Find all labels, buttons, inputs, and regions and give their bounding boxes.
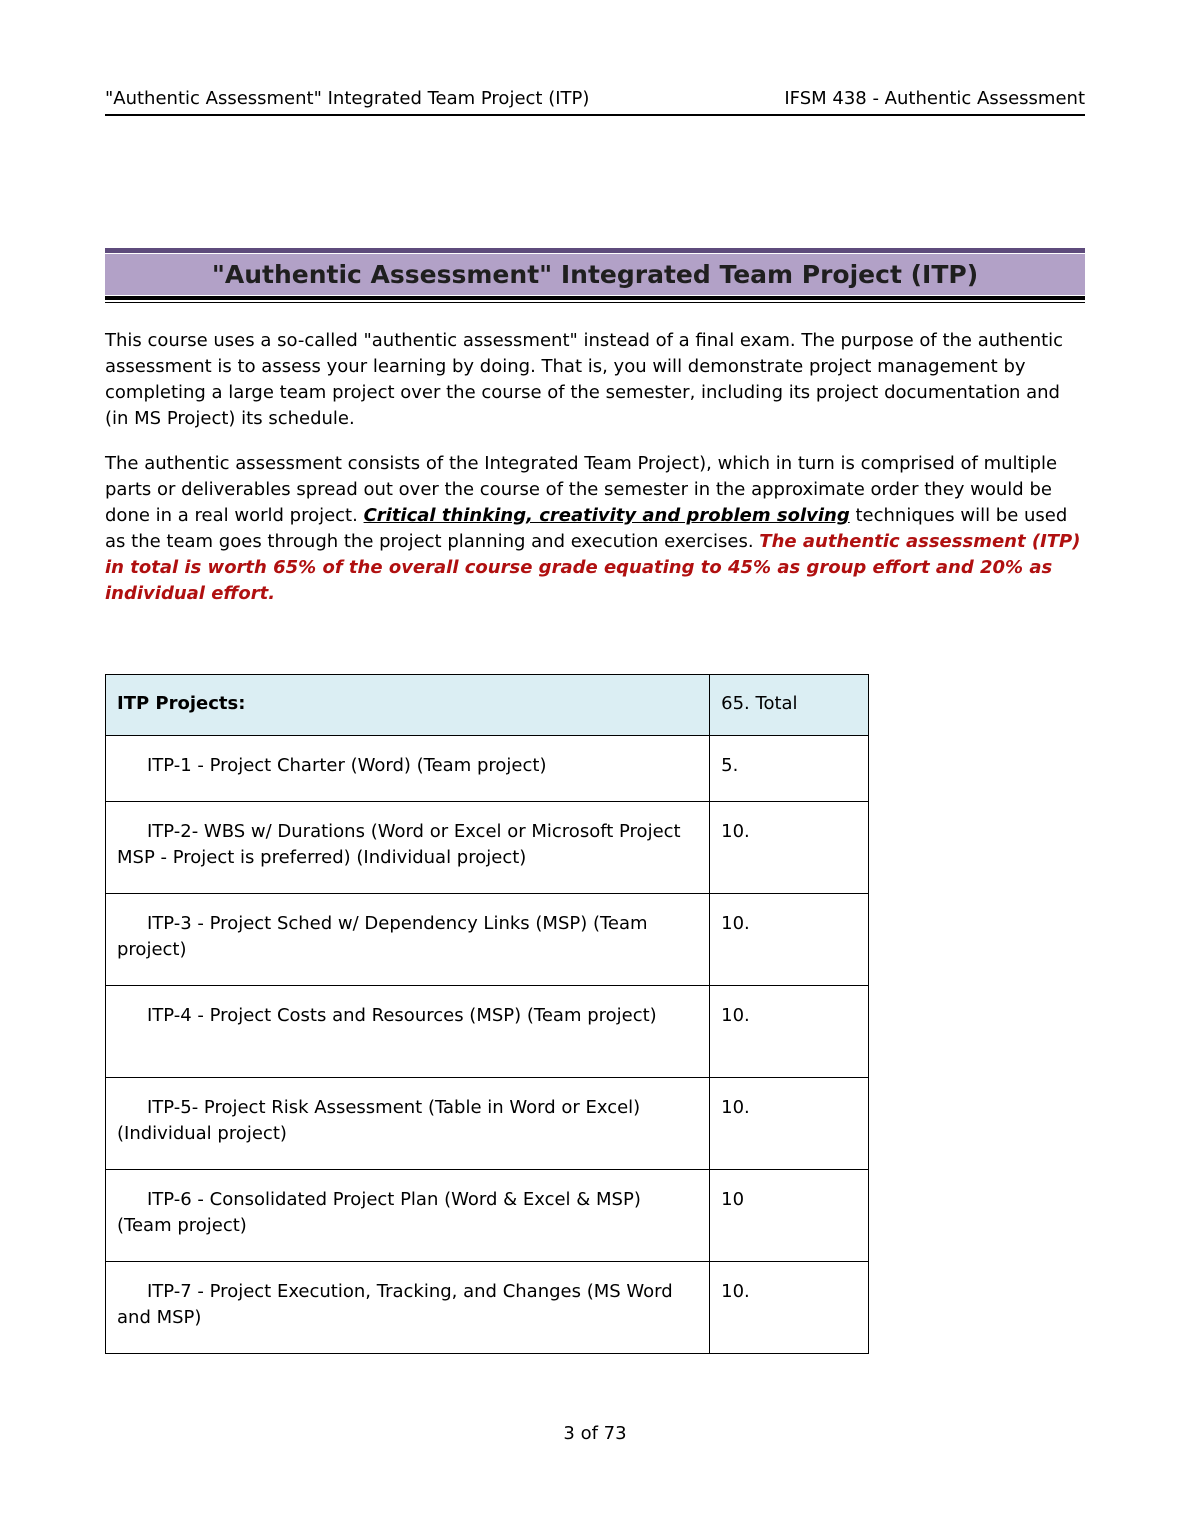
title-bottom-rule-thin [105,302,1085,303]
table-row [106,1262,869,1354]
project-points: 10. [710,894,869,986]
project-name: ITP-7 - Project Execution, Tracking, and Changes (MS Word and MSP) [117,1281,673,1328]
table-row [106,1078,869,1170]
project-points: 10. [710,986,869,1078]
project-points: 5. [710,736,869,802]
page-number: 3 of 73 [563,1423,627,1444]
assessment-text-continued: techniques will be used as the team goes through the project planning and execution exercises. [105,505,1068,552]
table-row [106,736,869,802]
emphasis-text: Critical thinking, creativity and problem solving [363,505,850,526]
project-points: 10. [710,1078,869,1170]
table-header-row [106,675,869,736]
project-name: ITP-4 - Project Costs and Resources (MSP) (Team project) [147,1005,657,1026]
project-name: ITP-2- WBS w/ Durations (Word or Excel or Microsoft Project MSP - Project is preferred) (Individual project) [117,821,681,868]
project-name: ITP-1 - Project Charter (Word) (Team project) [147,755,547,776]
section-title: "Authentic Assessment" Integrated Team Project (ITP) [105,254,1085,295]
table-row [106,986,869,1078]
project-name: ITP-3 - Project Sched w/ Dependency Links (MSP) (Team project) [117,913,648,960]
assessment-paragraph [105,451,1085,607]
section-title-block [105,248,1085,303]
intro-paragraph: This course uses a so-called "authentic assessment" instead of a final exam. The purpose of the authentic assessment is to assess your learning by doing. That is, you will demonstrate project management by completing a large team project over the course of the semester, including its project documentation and (in MS Project) its schedule. [105,330,1064,429]
table-row [106,1170,869,1262]
title-bottom-rule [105,296,1085,300]
itp-projects-table [105,674,869,1354]
table-row [106,802,869,894]
project-name: ITP-6 - Consolidated Project Plan (Word & Excel & MSP) (Team project) [117,1189,641,1236]
table-row [106,894,869,986]
grade-weight-highlight: The authentic assessment (ITP) in total is worth 65% of the overall course grade equating to 45% as group effort and 20% as individual effort. [105,531,1081,604]
project-name: ITP-5- Project Risk Assessment (Table in Word or Excel) (Individual project) [117,1097,641,1144]
project-points: 10. [710,1262,869,1354]
table-header-label: ITP Projects: [106,675,710,736]
table-header-total: 65. Total [710,675,869,736]
header-document-title: "Authentic Assessment" Integrated Team Project (ITP) [105,88,590,109]
project-points: 10 [710,1170,869,1262]
page-header [105,88,1085,116]
header-course-title: IFSM 438 - Authentic Assessment [784,88,1085,109]
project-points: 10. [710,802,869,894]
assessment-text: The authentic assessment consists of the Integrated Team Project), which in turn is comprised of multiple parts or deliverables spread out over the course of the semester in the approximate order they would be done in a real world project. [105,453,1058,526]
